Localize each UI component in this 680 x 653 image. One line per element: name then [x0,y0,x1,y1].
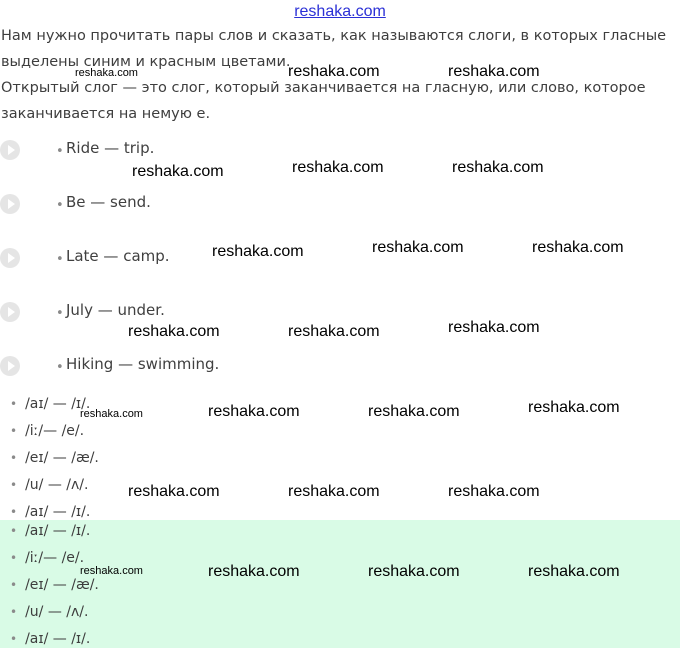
word-pair-text: Late — camp. [66,247,170,265]
instruction-text: Нам нужно прочитать пары слов и сказать, как называются слоги, в которых гласные выделены синим и красным цветами. [1,28,667,70]
watermark: reshaka.com [452,159,544,176]
site-link[interactable]: reshaka.com [294,3,386,20]
bullet-icon: • [56,306,64,321]
watermark: reshaka.com [212,243,304,260]
transcription-text: /aɪ/ — /ɪ/. [25,396,91,412]
bullet-icon: • [10,424,18,438]
watermark: reshaka.com [528,399,620,416]
bullet-icon: • [56,144,64,159]
transcription-text: /iː/— /e/. [25,550,85,566]
transcription-text: /aɪ/ — /ɪ/. [25,631,91,647]
watermark: reshaka.com [80,408,143,420]
watermark: reshaka.com [288,63,380,80]
word-pair-item [0,354,400,378]
watermark: reshaka.com [368,403,460,420]
transcription-text: /u/ — /ʌ/. [25,477,89,493]
bullet-icon: • [10,551,18,565]
bullet-icon: • [10,505,18,519]
word-pair-text: Be — send. [66,193,151,211]
word-pair-item [0,300,400,324]
play-icon[interactable] [0,356,20,376]
transcription-text: /u/ — /ʌ/. [25,604,89,620]
answer-transcription-item [10,604,310,626]
bullet-icon: • [56,198,64,213]
answer-transcription-item [10,523,310,545]
play-icon[interactable] [0,194,20,214]
play-icon[interactable] [0,140,20,160]
watermark: reshaka.com [528,563,620,580]
watermark: reshaka.com [128,483,220,500]
watermark: reshaka.com [208,403,300,420]
watermark: reshaka.com [208,563,300,580]
play-icon[interactable] [0,248,20,268]
word-pair-item [0,192,400,216]
transcription-text: /aɪ/ — /ɪ/. [25,523,91,539]
play-icon[interactable] [0,302,20,322]
bullet-icon: • [10,632,18,646]
watermark: reshaka.com [448,63,540,80]
bullet-icon: • [10,478,18,492]
watermark: reshaka.com [75,67,138,79]
word-pair-text: Hiking — swimming. [66,355,220,373]
watermark: reshaka.com [448,319,540,336]
watermark: reshaka.com [372,239,464,256]
bullet-icon: • [10,451,18,465]
watermark: reshaka.com [288,483,380,500]
word-pair-item [0,246,400,270]
transcription-text: /eɪ/ — /æ/. [25,577,99,593]
watermark: reshaka.com [128,323,220,340]
transcription-text: /iː/— /e/. [25,423,85,439]
word-pair-text: Ride — trip. [66,139,155,157]
bullet-icon: • [56,252,64,267]
definition-text: Открытый слог — это слог, который заканчивается на гласную, или слово, которое заканчивается на немую е. [1,80,646,122]
watermark: reshaka.com [288,323,380,340]
watermark: reshaka.com [368,563,460,580]
watermark: reshaka.com [80,565,143,577]
bullet-icon: • [10,397,18,411]
transcription-text: /eɪ/ — /æ/. [25,450,99,466]
watermark: reshaka.com [448,483,540,500]
transcription-text: /aɪ/ — /ɪ/. [25,504,91,520]
answer-transcription-item [10,631,310,653]
watermark: reshaka.com [132,163,224,180]
watermark: reshaka.com [292,159,384,176]
transcription-item [10,423,310,445]
transcription-item [10,450,310,472]
bullet-icon: • [56,360,64,375]
bullet-icon: • [10,578,18,592]
word-pair-text: July — under. [66,301,165,319]
bullet-icon: • [10,524,18,538]
bullet-icon: • [10,605,18,619]
watermark: reshaka.com [532,239,624,256]
